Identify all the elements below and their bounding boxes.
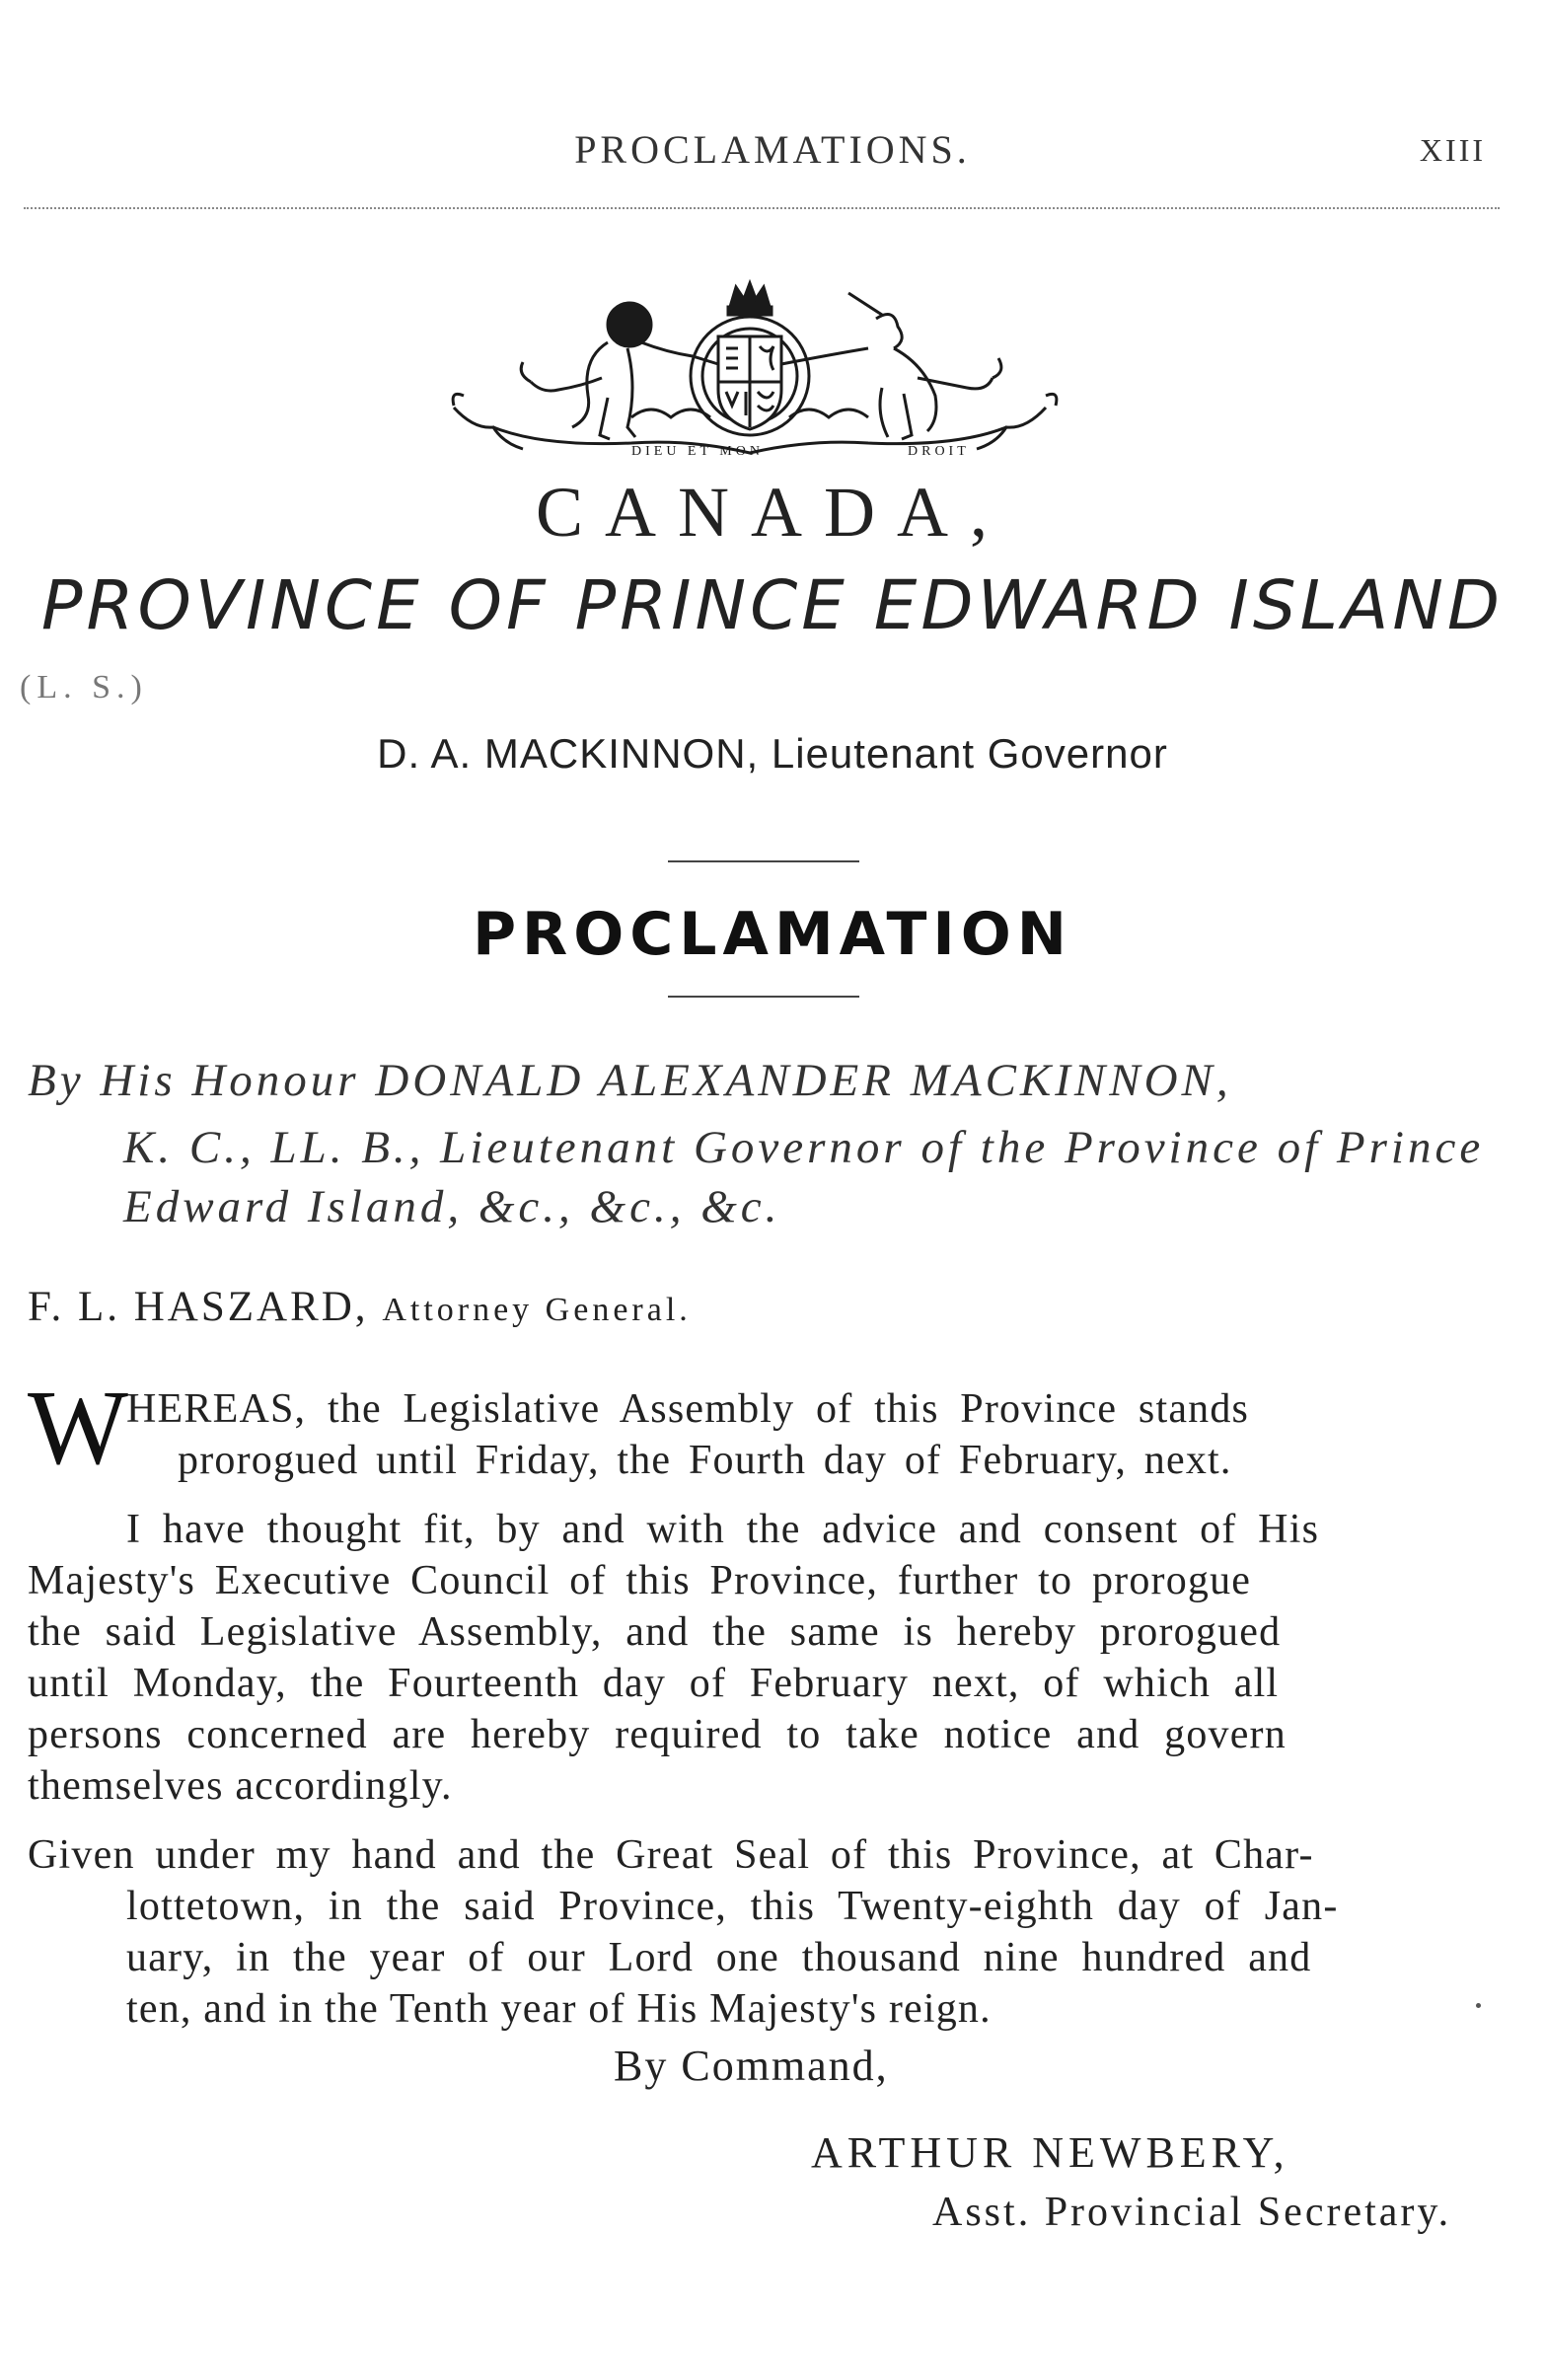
title-rule-bottom bbox=[668, 996, 859, 998]
given-line: uary, in the year of our Lord one thousand nine hundred and bbox=[126, 1935, 1312, 1980]
attorney-name: F. L. HASZARD, bbox=[28, 1284, 369, 1330]
given-line: Given under my hand and the Great Seal of this Province, at Char- bbox=[28, 1832, 1314, 1878]
royal-coat-of-arms-icon bbox=[434, 279, 1066, 462]
attorney-title: Attorney General. bbox=[382, 1292, 692, 1328]
attorney-general-line bbox=[28, 1283, 692, 1331]
governor-line: D. A. MACKINNON, Lieutenant Governor bbox=[377, 730, 1168, 777]
resolution-line: until Monday, the Fourteenth day of February next, of which all bbox=[28, 1661, 1280, 1706]
running-title: PROCLAMATIONS. bbox=[574, 127, 971, 172]
by-his-honour-line: Edward Island, &c., &c., &c. bbox=[123, 1181, 781, 1232]
province-heading: PROVINCE OF PRINCE EDWARD ISLAND bbox=[40, 566, 1505, 645]
seal-mark: (L. S.) bbox=[20, 669, 148, 706]
country-heading: CANADA, bbox=[535, 473, 1009, 552]
resolution-line: persons concerned are hereby required to take notice and govern bbox=[28, 1712, 1287, 1757]
signatory-name: ARTHUR NEWBERY, bbox=[811, 2128, 1289, 2177]
signatory-title: Asst. Provincial Secretary. bbox=[932, 2190, 1452, 2235]
given-line: lottetown, in the said Province, this Twenty-eighth day of Jan- bbox=[126, 1884, 1339, 1929]
page-number: XIII bbox=[1419, 132, 1486, 168]
resolution-line: Majesty's Executive Council of this Province, further to prorogue bbox=[28, 1558, 1252, 1603]
print-speck bbox=[1476, 2003, 1481, 2008]
whereas-line: HEREAS, the Legislative Assembly of this Province stands bbox=[126, 1386, 1250, 1432]
by-his-honour-line: K. C., LL. B., Lieutenant Governor of the Province of Prince bbox=[123, 1122, 1485, 1173]
title-rule-top bbox=[668, 860, 859, 862]
by-command-line: By Command, bbox=[614, 2042, 889, 2090]
by-his-honour-line: By His Honour DONALD ALEXANDER MACKINNON, bbox=[28, 1055, 1232, 1106]
proclamation-title: PROCLAMATION bbox=[473, 900, 1072, 969]
resolution-line: the said Legislative Assembly, and the same is hereby prorogued bbox=[28, 1609, 1282, 1655]
drop-cap: W bbox=[28, 1370, 128, 1487]
motto-right: DROIT bbox=[908, 444, 970, 459]
motto-left: DIEU ET MON bbox=[631, 444, 764, 459]
resolution-line: themselves accordingly. bbox=[28, 1763, 453, 1809]
whereas-line: prorogued until Friday, the Fourth day of February, next. bbox=[178, 1438, 1232, 1483]
given-line: ten, and in the Tenth year of His Majesty's reign. bbox=[126, 1986, 992, 2032]
resolution-line: I have thought fit, by and with the advice and consent of His bbox=[126, 1507, 1320, 1552]
header-rule bbox=[24, 207, 1500, 209]
